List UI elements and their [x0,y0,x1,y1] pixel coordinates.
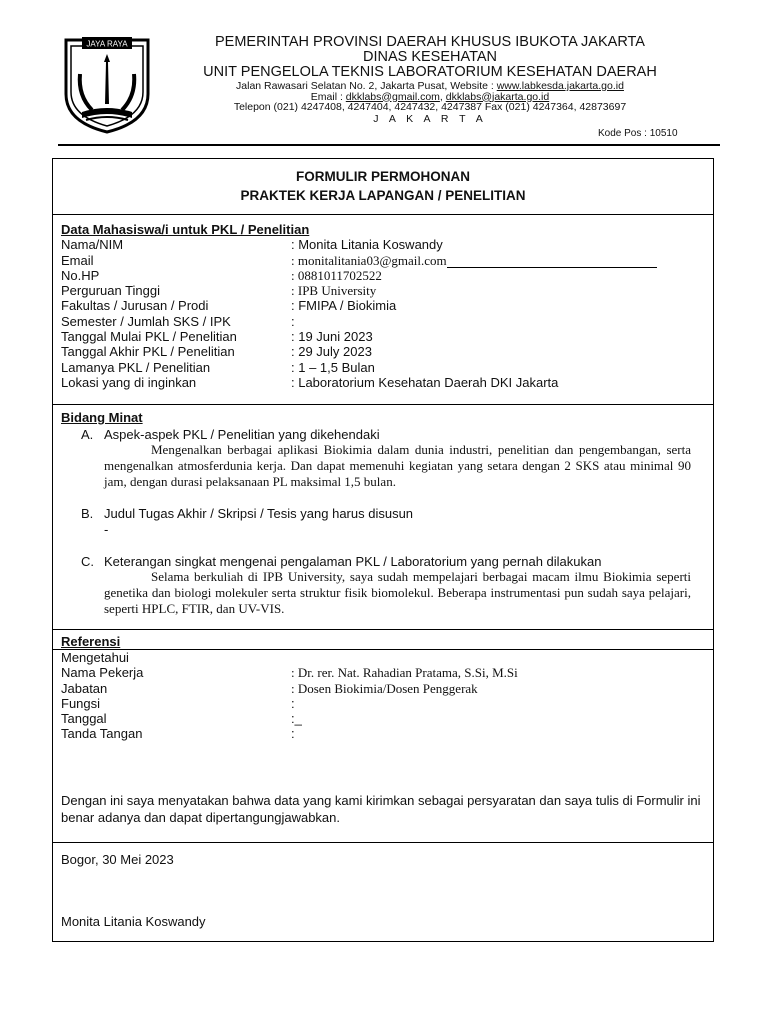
email-link-2[interactable]: dkklabs@jakarta.go.id [445,90,550,103]
student-row [61,375,701,390]
section-divider [53,629,713,630]
field-value: : FMIPA / Biokimia [291,298,397,314]
student-row [61,360,701,375]
header-province: PEMERINTAH PROVINSI DAERAH KHUSUS IBUKOTA JAKARTA [215,34,645,50]
form-title-1: FORMULIR PERMOHONAN [296,169,470,184]
student-row [61,344,701,359]
field-label: Perguruan Tinggi [61,283,161,299]
email-link-1[interactable]: dkklabs@gmail.com [345,90,440,103]
item-a-marker: A. [81,427,94,442]
item-a-text: Mengenalkan berbagai aplikasi Biokimia dalam dunia industri, penelitian dan pengembangan, serta mengenalkan atmosferdunia kerja. Dan dapat memenuhi kegiatan yang setara dengan 2 SKS atau minimal 90 jam, dengan durasi pelaksanaan PL maksimal 1,5 bulan. [104,442,691,489]
statement-text: Dengan ini saya menyatakan bahwa data yang kami kirimkan sebagai persyaratan dan saya tulis di Formulir ini benar adanya dan dapat dipertangungjawabkan. [61,793,701,825]
email-separator: , [439,90,446,103]
field-label: Lokasi yang di inginkan [61,374,197,390]
header-agency: DINAS KESEHATAN [362,49,498,65]
field-label: Nama/NIM [61,237,124,253]
student-row [61,314,701,329]
field-value: : Monita Litania Koswandy [291,237,443,253]
field-label: Lamanya PKL / Penelitian [61,359,211,375]
item-b-text: - [104,522,109,537]
section-divider [53,842,713,843]
reference-row [61,711,701,726]
header-unit: UNIT PENGELOLA TEKNIS LABORATORIUM KESEHATAN DAERAH [203,64,657,80]
item-c-marker: C. [81,554,94,569]
website-link[interactable]: www.labkesda.jakarta.go.id [496,80,624,92]
reference-row [61,726,701,741]
item-c-label: Keterangan singkat mengenai pengalaman PKL / Laboratorium yang pernah dilakukan [104,554,602,569]
field-label: Jabatan [61,680,108,696]
reference-subheading: Mengetahui [61,650,129,665]
student-row [61,253,701,268]
field-value: : 1 – 1,5 Bulan [291,359,375,375]
field-value: : [291,695,295,711]
field-label: Semester / Jumlah SKS / IPK [61,313,231,329]
student-row [61,268,701,283]
field-value: : Dosen Biokimia/Dosen Penggerak [291,680,478,696]
student-row [61,237,701,252]
reference-row [61,696,701,711]
field-label: Tanda Tangan [61,726,143,742]
signer-name: Monita Litania Koswandy [61,914,206,929]
underline-blank [447,255,657,268]
field-value: : 29 July 2023 [291,344,372,360]
field-label: Tanggal Akhir PKL / Penelitian [61,344,235,360]
student-row [61,283,701,298]
student-row [61,329,701,344]
student-data-heading: Data Mahasiswa/i untuk PKL / Penelitian [61,222,310,237]
field-value: : Laboratorium Kesehatan Daerah DKI Jakarta [291,374,559,390]
field-label: Fungsi [61,695,101,711]
header-city: J A K A R T A [373,113,487,125]
email-value [291,253,657,268]
field-value: : IPB University [291,283,377,299]
header-phone: Telepon (021) 4247408, 4247404, 4247432, 4247387 Fax (021) 4247364, 42873697 [233,101,627,113]
item-a-label: Aspek-aspek PKL / Penelitian yang dikehendaki [104,427,380,442]
section-divider [53,214,713,215]
svg-text:JAYA RAYA: JAYA RAYA [86,39,128,49]
place-date: Bogor, 30 Mei 2023 [61,852,174,867]
email-label: Email : [310,90,346,103]
field-value: : [291,726,295,742]
student-row [61,298,701,313]
reference-heading: Referensi [61,634,121,649]
postal-code: Kode Pos : 10510 [598,128,678,139]
field-label: Tanggal [61,711,107,727]
form-title-2: PRAKTEK KERJA LAPANGAN / PENELITIAN [240,188,526,203]
field-value: : 0881011702522 [291,267,382,283]
item-c-text: Selama berkuliah di IPB University, saya sudah mempelajari berbagai macam ilmu Biokimia seperti genetika dan biologi molekuler serta struktur fisik biomolekul. Beberapa instrumentasi pun sudah saya pelajari, seperti HPLC, FTIR, dan UV-VIS. [104,569,691,616]
interest-heading: Bidang Minat [61,410,143,425]
section-divider [53,404,713,405]
field-label: Nama Pekerja [61,665,144,681]
item-b-marker: B. [81,506,94,521]
header-address [150,81,710,102]
item-b-label: Judul Tugas Akhir / Skripsi / Tesis yang harus disusun [104,506,414,521]
interest-heading-wrap [61,410,143,425]
application-form [52,158,714,942]
student-data-section [61,222,701,390]
field-value: :_ [291,711,302,727]
reference-row [61,681,701,696]
field-value: : 19 Juni 2023 [291,329,373,345]
field-label: Email [61,252,94,268]
header-divider [58,144,720,146]
field-label: Fakultas / Jurusan / Prodi [61,298,209,314]
field-value: : monitalitania03@gmail.com [291,252,447,268]
address-text: Jalan Rawasari Selatan No. 2, Jakarta Pusat, Website : [236,80,497,92]
field-value: : Dr. rer. Nat. Rahadian Pratama, S.Si, M.Si [291,665,518,681]
reference-section [61,634,701,649]
field-label: No.HP [61,267,100,283]
field-value: : [291,313,295,329]
field-label: Tanggal Mulai PKL / Penelitian [61,329,237,345]
reference-row [61,665,701,680]
jakarta-crest-logo [62,34,152,134]
reference-fields [61,650,701,742]
